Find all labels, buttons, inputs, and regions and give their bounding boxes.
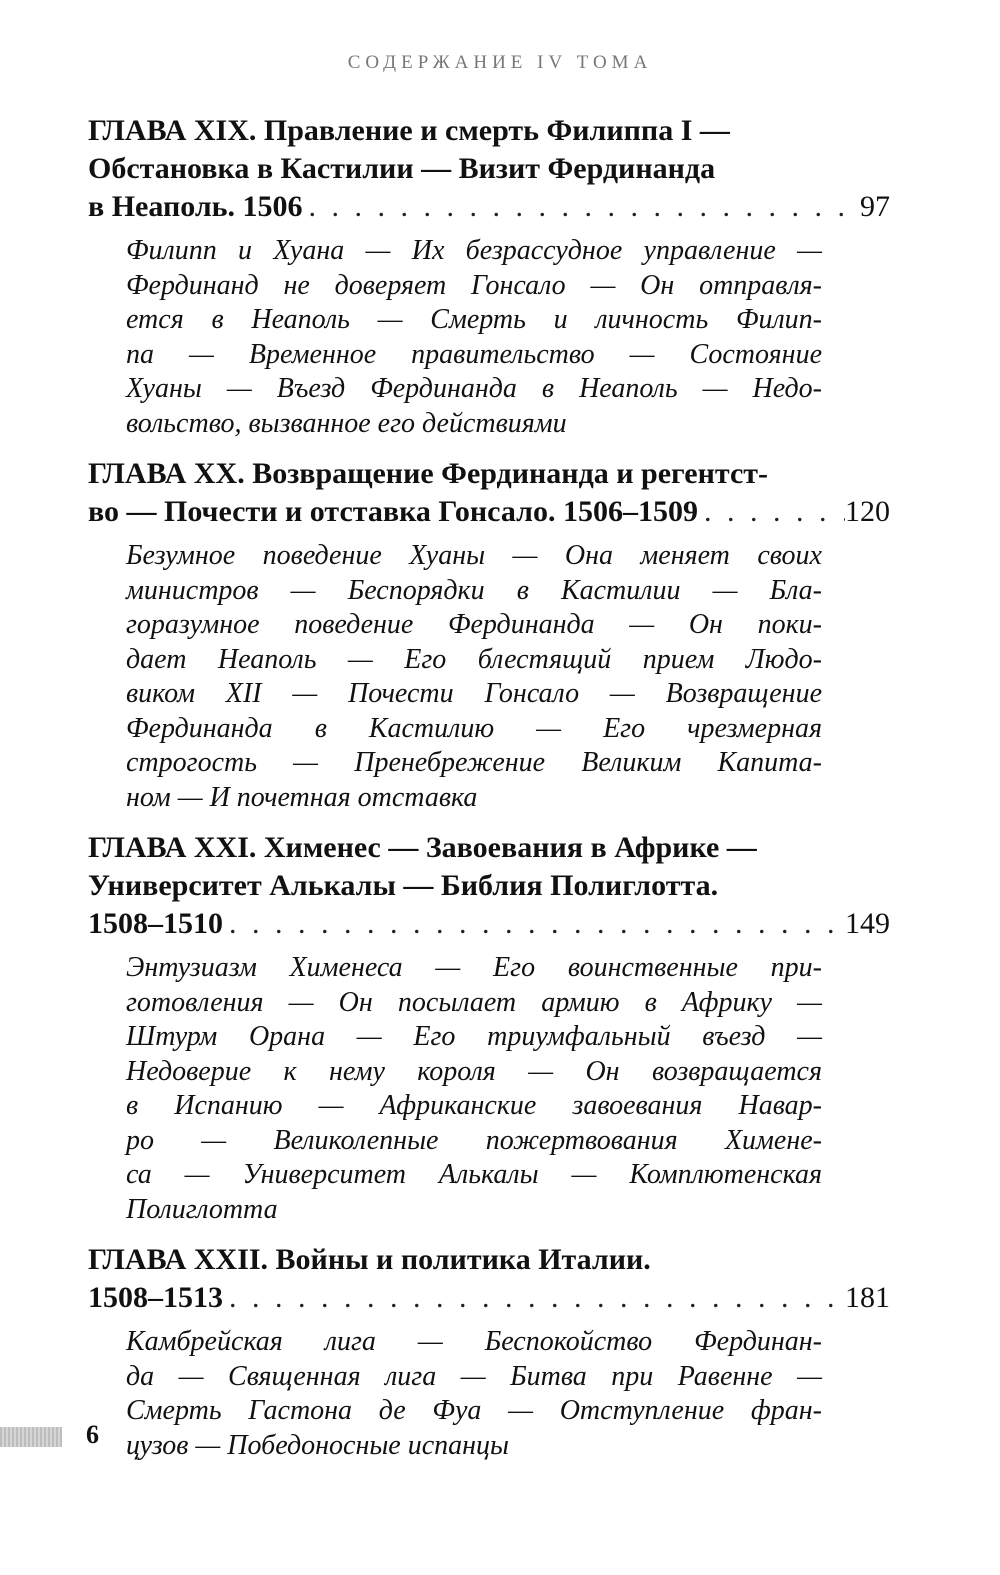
- chapter-title-last-line: [88, 188, 890, 226]
- chapter-title-line: Обстановка в Кастилии — Визит Фердинанда: [88, 152, 716, 185]
- summary-line: ро — Великолепные пожертвования Химене-: [126, 1124, 822, 1156]
- page-reference: 97: [860, 190, 890, 223]
- chapter-title-line: ГЛАВА XXII. Войны и политика Италии.: [88, 1243, 651, 1276]
- summary-line: дает Неаполь — Его блестящий прием Людо-: [126, 643, 822, 675]
- page-reference: 181: [845, 1281, 890, 1314]
- summary-line: ется в Неаполь — Смерть и личность Филип-: [126, 304, 822, 335]
- summary-line: Фердинанд не доверяет Гонсало — Он отправля-: [126, 269, 822, 301]
- summary-line: готовления — Он посылает армию в Африку —: [126, 986, 822, 1018]
- chapter-title-line: ГЛАВА XX. Возвращение Фердинанда и регентст-: [88, 457, 769, 490]
- summary-line: Полиглотта: [126, 1193, 278, 1225]
- page-reference: 149: [845, 907, 890, 940]
- summary-line: горазумное поведение Фердинанда — Он поки-: [126, 609, 822, 640]
- page-reference: 120: [845, 495, 890, 528]
- chapter-summary: [126, 234, 822, 441]
- summary-line: Хуаны — Въезд Фердинанда в Неаполь — Недо-: [126, 373, 822, 404]
- toc-entry: [88, 1241, 890, 1463]
- summary-line: вольство, вызванное его действиями: [126, 407, 567, 439]
- toc-entry: [88, 455, 890, 815]
- chapter-title-last-line: [88, 1279, 890, 1317]
- chapter-title-line: ГЛАВА XXI. Хименес — Завоевания в Африке —: [88, 831, 757, 864]
- chapter-title: [88, 455, 890, 531]
- summary-line: Филипп и Хуана — Их безрассудное управление —: [126, 235, 822, 266]
- chapter-title-line: в Неаполь. 1506: [88, 190, 303, 223]
- page-edge-marker: [0, 1427, 62, 1447]
- summary-line: цузов — Победоносные испанцы: [126, 1429, 510, 1461]
- summary-line: министров — Беспорядки в Кастилии — Бла-: [126, 574, 822, 606]
- table-of-contents: [88, 112, 890, 1477]
- chapter-title-last-line: [88, 905, 890, 943]
- summary-line: Штурм Орана — Его триумфальный въезд —: [126, 1021, 822, 1052]
- summary-line: ном — И почетная отставка: [126, 781, 478, 813]
- dot-leader: [223, 1279, 845, 1317]
- summary-line: Безумное поведение Хуаны — Она меняет своих: [126, 540, 822, 571]
- toc-entry: [88, 829, 890, 1227]
- page-number: 6: [86, 1420, 99, 1449]
- dot-leader: [223, 905, 845, 943]
- summary-line: Энтузиазм Хименеса — Его воинственные при-: [126, 952, 822, 983]
- chapter-summary: [126, 951, 822, 1227]
- summary-line: Недоверие к нему короля — Он возвращается: [126, 1055, 822, 1087]
- summary-line: Смерть Гастона де Фуа — Отступление фран-: [126, 1395, 822, 1426]
- chapter-summary: [126, 1325, 822, 1463]
- summary-line: па — Временное правительство — Состояние: [126, 338, 822, 370]
- chapter-title-line: во — Почести и отставка Гонсало. 1506–1509: [88, 495, 698, 528]
- chapter-title-line: 1508–1513: [88, 1281, 223, 1314]
- chapter-title-line: ГЛАВА XIX. Правление и смерть Филиппа I —: [88, 114, 730, 147]
- chapter-title: [88, 112, 890, 226]
- chapter-title-line: Университет Алькалы — Библия Полиглотта.: [88, 869, 719, 902]
- chapter-summary: [126, 539, 822, 815]
- summary-line: да — Священная лига — Битва при Равенне —: [126, 1360, 822, 1392]
- chapter-title: [88, 1241, 890, 1317]
- chapter-title: [88, 829, 890, 943]
- dot-leader: [303, 188, 860, 226]
- chapter-title-last-line: [88, 493, 890, 531]
- summary-line: виком XII — Почести Гонсало — Возвращение: [126, 678, 822, 709]
- summary-line: Фердинанда в Кастилию — Его чрезмерная: [126, 712, 822, 744]
- summary-line: са — Университет Алькалы — Комплютенская: [126, 1159, 822, 1190]
- summary-line: строгость — Пренебрежение Великим Капита-: [126, 747, 822, 778]
- summary-line: в Испанию — Африканские завоевания Навар-: [126, 1090, 822, 1121]
- summary-line: Камбрейская лига — Беспокойство Фердинан-: [126, 1326, 822, 1357]
- chapter-title-line: 1508–1510: [88, 907, 223, 940]
- toc-entry: [88, 112, 890, 441]
- running-head: СОДЕРЖАНИЕ IV ТОМА: [347, 52, 653, 73]
- dot-leader: [698, 493, 845, 531]
